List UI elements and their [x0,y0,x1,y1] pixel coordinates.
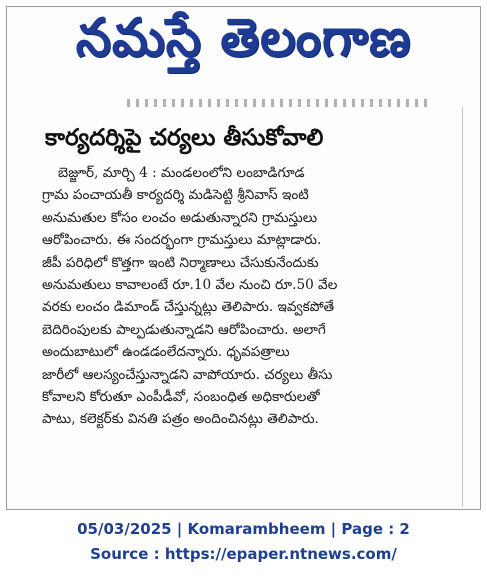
masthead [7,7,480,81]
source-link[interactable]: Source : https://epaper.ntnews.com/ [90,545,397,563]
article-line: బెదిరింపులకు పాల్పడుతున్నాడని ఆరోపించారు. అలాగే [42,321,326,338]
article-headline: కార్యదర్శిపై చర్యలు తీసుకోవాలి [45,125,324,151]
article-line: వరకు లంచం డిమాండ్ చేస్తున్నట్లు తెలిపారు. ఇవ్వకపోతే [42,299,335,316]
edition-info: 05/03/2025 | Komarambheem | Page : 2 [77,520,410,538]
article-line: అందుబాటులో ఉండడంలేదన్నారు. ధృవపత్రాలు [42,344,290,361]
article-line: పాటు, కలెక్టర్‌కు వినతి పత్రం అందించినట్లు తెలిపారు. [42,411,319,428]
column-divider [462,107,463,507]
article-line: కోవాలని కోరుతూ ఎంపీడీవో, సంబంధిత అధికారులతో [42,389,320,406]
masthead-title: నమస్తే తెలంగాణ [75,6,412,68]
cropped-text-fragment [127,99,427,107]
article-line: జీపీ పరిధిలో కొత్తగా ఇంటి నిర్మాణాలు చేసుకునేందుకు [42,254,319,271]
article-line: బెజ్జూర్, మార్చి 4 : మండలంలోని లంబాడిగూడ [58,165,305,181]
newspaper-clipping [6,6,481,510]
article-line: గ్రామ పంచాయతీ కార్యదర్శి మడిసెట్టి శ్రీనివాస్ ఇంటి [42,187,309,204]
article-line: అనుమతులు కావాలంటే రూ.10 వేల నుంచి రూ.50 వేల [42,277,338,294]
article-line: ఆరోపించారు. ఈ సందర్భంగా గ్రామస్తులు మాట్లాడారు. [42,232,322,249]
article-line: జారీలో ఆలస్యంచేస్తున్నాడని వాపోయారు. చర్యలు తీసు [42,366,333,383]
article-body [42,162,447,431]
article-line: అనుమతుల కోసం లంచం అడుతున్నారని గ్రామస్తులు [42,209,318,226]
